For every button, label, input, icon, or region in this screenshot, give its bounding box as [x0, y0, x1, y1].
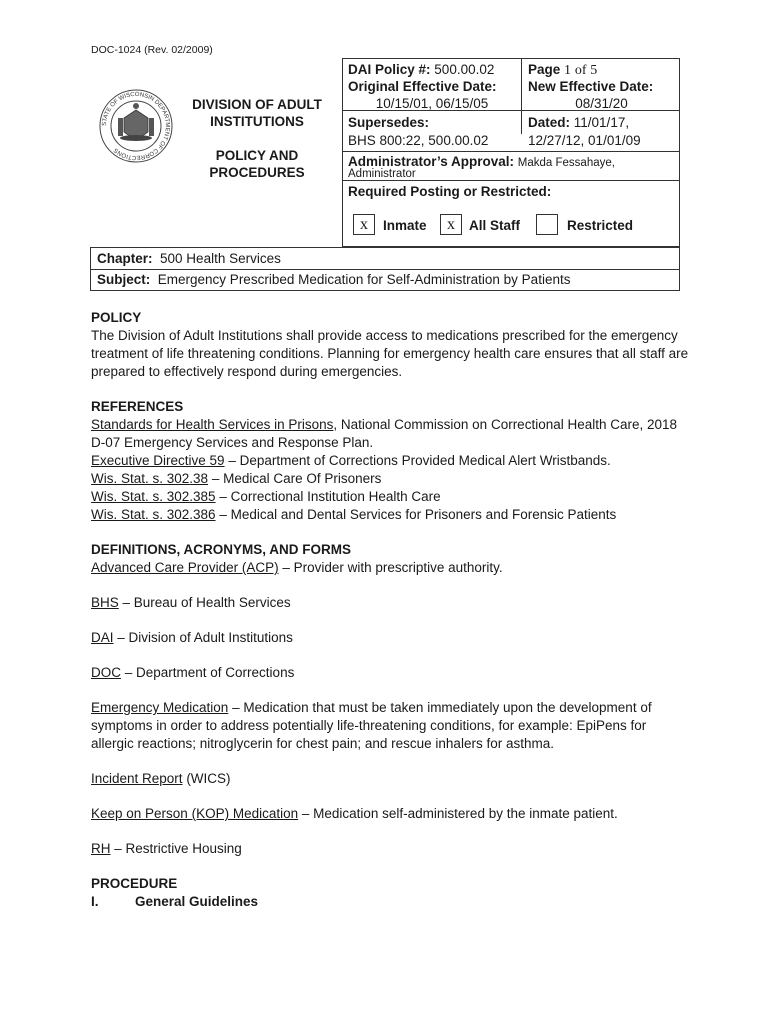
definition-item: Advanced Care Provider (ACP) – Provider with prescriptive authority. [91, 560, 503, 575]
dated-value: Dated: 11/01/17, [528, 115, 630, 130]
document-body [91, 309, 691, 911]
definition-item: DOC – Department of Corrections [91, 665, 295, 680]
definition-term: Emergency Medication [91, 700, 229, 715]
document-number: DOC-1024 (Rev. 02/2009) [91, 44, 213, 56]
reference-item: Executive Directive 59 – Department of Corrections Provided Medical Alert Wristbands. [91, 453, 611, 468]
definition-item: RH – Restrictive Housing [91, 841, 242, 856]
policy-text: The Division of Adult Institutions shall provide access to medications prescribed for the emergency treatment of life threatening conditions. Planning for emergency health care ensures that all staff are prepared to effectively respond during emergencies. [91, 328, 689, 379]
administrator-approval: Administrator’s Approval: Makda Fessahaye, [348, 154, 615, 169]
policy-info-box [342, 58, 680, 247]
administrator-title: Administrator [348, 168, 416, 180]
reference-item: Standards for Health Services in Prisons, National Commission on Correctional Health Care, 2018 D-07 Emergency Services and Response Plan. [91, 417, 678, 450]
policy-number: DAI Policy #: 500.00.02 [348, 62, 495, 77]
policy-header [90, 58, 680, 247]
organization-name: DIVISION OF ADULT INSTITUTIONS POLICY AND PROCEDURES [192, 97, 322, 180]
all-staff-checkbox-label: All Staff [469, 218, 521, 233]
restricted-checkbox[interactable] [536, 214, 558, 235]
chapter: Chapter: 500 Health Services [97, 251, 281, 266]
definition-term: RH [91, 841, 111, 856]
definition-term: DOC [91, 665, 121, 680]
new-effective-date-label: New Effective Date: [528, 79, 654, 94]
restricted-checkbox-label: Restricted [567, 218, 634, 233]
svg-text:STATE OF WISCONSIN DEPARTMENT: STATE OF WISCONSIN DEPARTMENT OF CORRECTIONS [101, 91, 171, 161]
all-staff-checkbox[interactable]: x [440, 214, 462, 235]
definition-item: DAI – Division of Adult Institutions [91, 630, 293, 645]
definition-term: Keep on Person (KOP) Medication [91, 806, 299, 821]
definition-term: Incident Report [91, 771, 183, 786]
subject: Subject: Emergency Prescribed Medication for Self-Administration by Patients [97, 272, 571, 287]
definition-term: DAI [91, 630, 114, 645]
state-seal-icon [98, 88, 174, 164]
definitions-heading: DEFINITIONS, ACRONYMS, AND FORMS [91, 542, 352, 557]
definition-item: Incident Report (WICS) [91, 771, 231, 786]
reference-item: Wis. Stat. s. 302.38 – Medical Care Of Prisoners [91, 471, 382, 486]
reference-link[interactable]: Wis. Stat. s. 302.385 [91, 489, 216, 504]
definition-item: Keep on Person (KOP) Medication – Medication self-administered by the inmate patient. [91, 806, 618, 821]
definition-term: Advanced Care Provider (ACP) [91, 560, 279, 575]
reference-link[interactable]: Executive Directive 59 [91, 453, 225, 468]
original-effective-date-value: 10/15/01, 06/15/05 [375, 96, 489, 111]
new-effective-date-value: 08/31/20 [575, 96, 628, 111]
reference-item: Wis. Stat. s. 302.385 – Correctional Institution Health Care [91, 489, 441, 504]
definition-item: BHS – Bureau of Health Services [91, 595, 291, 610]
original-effective-date-label: Original Effective Date: [348, 79, 497, 94]
procedure-heading: PROCEDURE [91, 876, 178, 891]
posting-label: Required Posting or Restricted: [348, 184, 552, 199]
definition-term: BHS [91, 595, 119, 610]
reference-link[interactable]: Standards for Health Services in Prisons [91, 417, 334, 432]
procedure-section-title: I. General Guidelines [91, 894, 259, 909]
dated-value-2: 12/27/12, 01/01/09 [528, 133, 641, 148]
reference-link[interactable]: Wis. Stat. s. 302.38 [91, 471, 209, 486]
inmate-checkbox-label: Inmate [383, 218, 427, 233]
reference-link[interactable]: Wis. Stat. s. 302.386 [91, 507, 216, 522]
definition-item: Emergency Medication – Medication that must be taken immediately upon the development of symptoms in order to address potentially life-threatening conditions, for example: EpiPens for allergic reactions; nitroglycerin for chest pain; and rescue inhalers for asthma. [91, 700, 652, 751]
reference-item: Wis. Stat. s. 302.386 – Medical and Dental Services for Prisoners and Forensic Patients [91, 507, 617, 522]
page-indicator: Page 1 of 5 [528, 62, 598, 78]
chapter-subject-box [90, 247, 680, 291]
supersedes-value: BHS 800:22, 500.00.02 [348, 133, 489, 148]
supersedes-label: Supersedes: [348, 115, 430, 130]
inmate-checkbox[interactable]: x [353, 214, 375, 235]
references-heading: REFERENCES [91, 399, 184, 414]
policy-heading: POLICY [91, 310, 142, 325]
